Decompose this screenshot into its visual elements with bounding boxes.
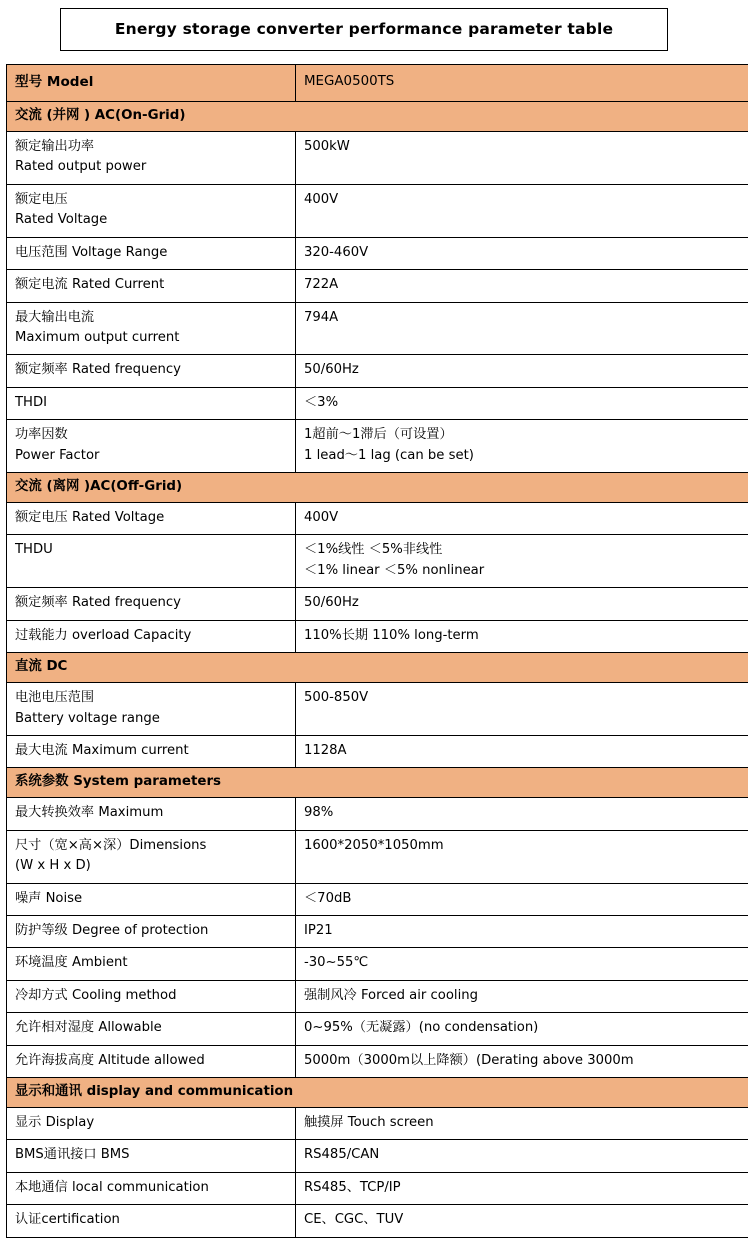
row-label-4-0 bbox=[7, 1108, 296, 1140]
section-header-0: 交流 (并网 ) AC(On-Grid) bbox=[7, 102, 748, 132]
row-value-0-7 bbox=[296, 420, 748, 473]
row-value-1-3-line1: 110%长期 110% long-term bbox=[304, 628, 479, 643]
row-label-0-1 bbox=[7, 184, 296, 237]
row-value-3-1 bbox=[296, 830, 748, 883]
section-header-row bbox=[7, 768, 748, 798]
row-label-4-2 bbox=[7, 1172, 296, 1204]
table-row bbox=[7, 270, 748, 302]
table-row bbox=[7, 302, 748, 355]
table-row bbox=[7, 798, 748, 830]
table-row bbox=[7, 1108, 748, 1140]
row-label-4-2-line1: 本地通信 local communication bbox=[15, 1180, 209, 1195]
row-value-1-1-line1: ＜1%线性 ＜5%非线性 bbox=[304, 542, 442, 557]
section-header-3: 系统参数 System parameters bbox=[7, 768, 748, 798]
row-value-1-2-line1: 50/60Hz bbox=[304, 595, 359, 610]
table-row bbox=[7, 503, 748, 535]
row-value-4-2-line1: RS485、TCP/IP bbox=[304, 1180, 401, 1195]
row-label-1-1 bbox=[7, 535, 296, 588]
row-value-0-7-line2: 1 lead～1 lag (can be set) bbox=[304, 446, 748, 466]
table-row bbox=[7, 948, 748, 980]
row-value-3-2-line1: ＜70dB bbox=[304, 891, 351, 906]
row-value-3-1-line1: 1600*2050*1050mm bbox=[304, 838, 444, 853]
row-label-0-4-line1: 最大输出电流 bbox=[15, 310, 94, 325]
table-row bbox=[7, 916, 748, 948]
row-value-4-2 bbox=[296, 1172, 748, 1204]
row-value-0-3 bbox=[296, 270, 748, 302]
row-label-0-6-line1: THDI bbox=[15, 395, 47, 410]
table-row bbox=[7, 535, 748, 588]
table-row bbox=[7, 830, 748, 883]
row-value-4-1 bbox=[296, 1140, 748, 1172]
row-label-3-6-line1: 允许相对湿度 Allowable bbox=[15, 1020, 162, 1035]
row-value-4-0 bbox=[296, 1108, 748, 1140]
table-row bbox=[7, 387, 748, 419]
row-value-0-2-line1: 320-460V bbox=[304, 245, 368, 260]
row-value-3-4 bbox=[296, 948, 748, 980]
table-row bbox=[7, 1045, 748, 1077]
row-value-3-0 bbox=[296, 798, 748, 830]
row-label-2-0-line1: 电池电压范围 bbox=[15, 690, 94, 705]
table-row bbox=[7, 980, 748, 1012]
table-row bbox=[7, 1013, 748, 1045]
row-value-1-1-line2: ＜1% linear ＜5% nonlinear bbox=[304, 561, 748, 581]
row-label-0-6 bbox=[7, 387, 296, 419]
row-value-2-0 bbox=[296, 683, 748, 736]
row-value-0-5-line1: 50/60Hz bbox=[304, 362, 359, 377]
row-label-0-2 bbox=[7, 237, 296, 269]
row-label-1-0 bbox=[7, 503, 296, 535]
row-label-3-7-line1: 允许海拔高度 Altitude allowed bbox=[15, 1053, 205, 1068]
row-value-3-0-line1: 98% bbox=[304, 805, 333, 820]
row-label-0-2-line1: 电压范围 Voltage Range bbox=[15, 245, 167, 260]
row-label-3-5 bbox=[7, 980, 296, 1012]
row-label-2-1-line1: 最大电流 Maximum current bbox=[15, 743, 189, 758]
row-label-3-2-line1: 噪声 Noise bbox=[15, 891, 82, 906]
table-row bbox=[7, 1140, 748, 1172]
row-label-0-5 bbox=[7, 355, 296, 387]
row-value-4-3-line1: CE、CGC、TUV bbox=[304, 1212, 403, 1227]
row-label-3-3-line1: 防护等级 Degree of protection bbox=[15, 923, 208, 938]
table-row bbox=[7, 883, 748, 915]
row-label-0-3-line1: 额定电流 Rated Current bbox=[15, 277, 164, 292]
table-row bbox=[7, 735, 748, 767]
row-label-0-5-line1: 额定频率 Rated frequency bbox=[15, 362, 181, 377]
row-label-0-0-line2: Rated output power bbox=[15, 157, 287, 177]
row-label-4-1-line1: BMS通讯接口 BMS bbox=[15, 1147, 130, 1162]
row-label-0-7 bbox=[7, 420, 296, 473]
row-value-1-3 bbox=[296, 620, 748, 652]
row-label-1-1-line1: THDU bbox=[15, 542, 53, 557]
row-label-3-0 bbox=[7, 798, 296, 830]
spec-table-body bbox=[7, 65, 748, 1238]
row-label-4-3-line1: 认证certification bbox=[15, 1212, 120, 1227]
row-value-2-1-line1: 1128A bbox=[304, 743, 347, 758]
row-label-0-3 bbox=[7, 270, 296, 302]
row-label-3-5-line1: 冷却方式 Cooling method bbox=[15, 988, 176, 1003]
table-row bbox=[7, 1205, 748, 1237]
table-row bbox=[7, 184, 748, 237]
row-label-1-2-line1: 额定频率 Rated frequency bbox=[15, 595, 181, 610]
row-value-3-5 bbox=[296, 980, 748, 1012]
table-row bbox=[7, 237, 748, 269]
row-value-0-6-line1: ＜3% bbox=[304, 395, 338, 410]
row-value-3-5-line1: 强制风冷 Forced air cooling bbox=[304, 988, 478, 1003]
section-header-1: 交流 (离网 )AC(Off-Grid) bbox=[7, 473, 748, 503]
document-title-box bbox=[60, 8, 668, 51]
row-value-0-4 bbox=[296, 302, 748, 355]
row-value-2-1 bbox=[296, 735, 748, 767]
row-value-0-2 bbox=[296, 237, 748, 269]
row-value-3-7 bbox=[296, 1045, 748, 1077]
row-value-4-0-line1: 触摸屏 Touch screen bbox=[304, 1115, 434, 1130]
row-value-3-4-line1: -30~55℃ bbox=[304, 955, 368, 970]
row-value-0-0-line1: 500kW bbox=[304, 139, 350, 154]
row-label-0-4-line2: Maximum output current bbox=[15, 328, 287, 348]
table-row bbox=[7, 1172, 748, 1204]
row-label-1-3-line1: 过载能力 overload Capacity bbox=[15, 628, 191, 643]
row-value-3-2 bbox=[296, 883, 748, 915]
row-label-2-0 bbox=[7, 683, 296, 736]
row-value-0-7-line1: 1超前～1滞后（可设置） bbox=[304, 427, 453, 442]
row-value-4-1-line1: RS485/CAN bbox=[304, 1147, 379, 1162]
row-value-3-6 bbox=[296, 1013, 748, 1045]
row-label-3-0-line1: 最大转换效率 Maximum bbox=[15, 805, 163, 820]
row-value-0-5 bbox=[296, 355, 748, 387]
row-label-3-7 bbox=[7, 1045, 296, 1077]
row-label-0-0 bbox=[7, 131, 296, 184]
row-label-0-7-line2: Power Factor bbox=[15, 446, 287, 466]
document-page bbox=[0, 8, 748, 1238]
section-header-4: 显示和通讯 display and communication bbox=[7, 1078, 748, 1108]
row-value-0-4-line1: 794A bbox=[304, 310, 338, 325]
row-value-0-6 bbox=[296, 387, 748, 419]
row-label-3-1-line1: 尺寸（宽×高×深）Dimensions bbox=[15, 838, 206, 853]
model-value bbox=[296, 65, 748, 102]
row-value-3-3-line1: IP21 bbox=[304, 923, 333, 938]
row-label-3-3 bbox=[7, 916, 296, 948]
row-label-4-0-line1: 显示 Display bbox=[15, 1115, 94, 1130]
row-label-4-3 bbox=[7, 1205, 296, 1237]
table-row bbox=[7, 683, 748, 736]
row-label-0-4 bbox=[7, 302, 296, 355]
row-value-3-7-line1: 5000m（3000m以上降额）(Derating above 3000m bbox=[304, 1053, 634, 1068]
row-label-0-0-line1: 额定输出功率 bbox=[15, 139, 94, 154]
page-title: Energy storage converter performance parameter table bbox=[61, 20, 667, 38]
section-header-row bbox=[7, 1078, 748, 1108]
table-row bbox=[7, 420, 748, 473]
row-value-3-3 bbox=[296, 916, 748, 948]
spec-table bbox=[6, 64, 748, 1238]
row-label-1-0-line1: 额定电压 Rated Voltage bbox=[15, 510, 164, 525]
row-value-3-6-line1: 0~95%（无凝露）(no condensation) bbox=[304, 1020, 538, 1035]
row-label-3-1-line2: (W x H x D) bbox=[15, 856, 287, 876]
row-label-3-4 bbox=[7, 948, 296, 980]
row-value-4-3 bbox=[296, 1205, 748, 1237]
row-label-3-4-line1: 环境温度 Ambient bbox=[15, 955, 128, 970]
row-value-1-2 bbox=[296, 588, 748, 620]
row-label-0-1-line1: 额定电压 bbox=[15, 192, 68, 207]
section-header-row bbox=[7, 102, 748, 132]
row-value-1-1 bbox=[296, 535, 748, 588]
section-header-row bbox=[7, 473, 748, 503]
section-header-row bbox=[7, 653, 748, 683]
row-value-1-0 bbox=[296, 503, 748, 535]
table-row bbox=[7, 355, 748, 387]
row-label-0-7-line1: 功率因数 bbox=[15, 427, 68, 442]
row-label-0-1-line2: Rated Voltage bbox=[15, 210, 287, 230]
section-header-2: 直流 DC bbox=[7, 653, 748, 683]
table-row bbox=[7, 131, 748, 184]
row-value-0-1 bbox=[296, 184, 748, 237]
row-value-0-3-line1: 722A bbox=[304, 277, 338, 292]
row-label-1-2 bbox=[7, 588, 296, 620]
table-row bbox=[7, 588, 748, 620]
model-label-line1: 型号 Model bbox=[15, 74, 93, 90]
row-label-3-6 bbox=[7, 1013, 296, 1045]
row-label-1-3 bbox=[7, 620, 296, 652]
table-row-model bbox=[7, 65, 748, 102]
table-row bbox=[7, 620, 748, 652]
row-value-0-1-line1: 400V bbox=[304, 192, 338, 207]
row-value-2-0-line1: 500-850V bbox=[304, 690, 368, 705]
row-value-1-0-line1: 400V bbox=[304, 510, 338, 525]
row-label-2-1 bbox=[7, 735, 296, 767]
row-label-2-0-line2: Battery voltage range bbox=[15, 709, 287, 729]
row-label-4-1 bbox=[7, 1140, 296, 1172]
row-label-3-1 bbox=[7, 830, 296, 883]
row-label-3-2 bbox=[7, 883, 296, 915]
model-value-line1: MEGA0500TS bbox=[304, 74, 394, 89]
row-value-0-0 bbox=[296, 131, 748, 184]
model-label bbox=[7, 65, 296, 102]
